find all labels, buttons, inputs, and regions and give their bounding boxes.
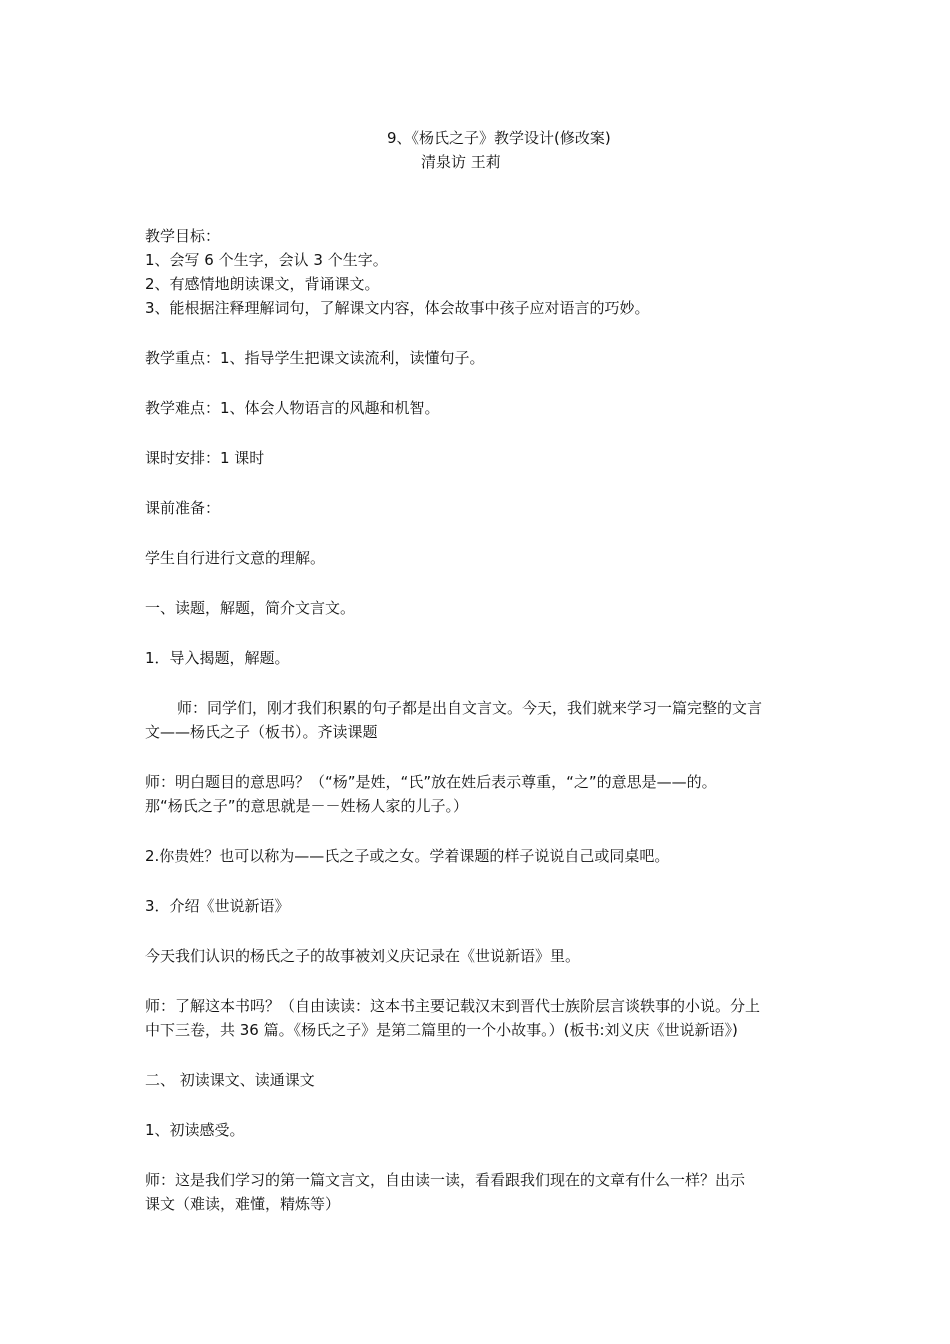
spacer [145, 1142, 810, 1168]
spacer [145, 968, 810, 994]
step-2-1-heading: 1、初读感受。 [145, 1121, 245, 1139]
objective-2: 2、有感情地朗读课文，背诵课文。 [145, 275, 380, 293]
step-2: 2.你贵姓？也可以称为——氏之子或之女。学着课题的样子说说自己或同桌吧。 [145, 847, 670, 865]
spacer [145, 670, 810, 696]
step-3-heading: 3．介绍《世说新语》 [145, 897, 290, 915]
teacher-paragraph-4-line-1: 师：这是我们学习的第一篇文言文，自由读一读，看看跟我们现在的文章有什么一样？出示 [145, 1171, 746, 1189]
preparation-heading: 课前准备： [145, 499, 221, 517]
teacher-paragraph-4-line-2: 课文（难读，难懂，精炼等） [145, 1195, 341, 1213]
section-1-heading: 一、读题，解题，简介文言文。 [145, 599, 356, 617]
spacer [145, 918, 810, 944]
spacer [145, 370, 810, 396]
spacer [145, 420, 810, 446]
teacher-paragraph-1-line-2: 文——杨氏之子（板书）。齐读课题 [145, 723, 378, 741]
teacher-paragraph-3-line-1: 师：了解这本书吗？（自由读读：这本书主要记载汉末到晋代士族阶层言谈轶事的小说。分上 [145, 997, 761, 1015]
step-1-heading: 1．导入揭题，解题。 [145, 649, 290, 667]
spacer [145, 470, 810, 496]
section-2-heading: 二、 初读课文、读通课文 [145, 1071, 315, 1089]
spacer [145, 320, 810, 346]
intro-text: 今天我们认识的杨氏之子的故事被刘义庆记录在《世说新语》里。 [145, 947, 581, 965]
objective-1: 1、会写 6 个生字，会认 3 个生字。 [145, 251, 388, 269]
document-author: 清泉访 王莉 [421, 153, 501, 171]
spacer [145, 818, 810, 844]
key-point: 教学重点：1、指导学生把课文读流利，读懂句子。 [145, 349, 485, 367]
teacher-paragraph-2-line-2: 那“杨氏之子”的意思就是－－姓杨人家的儿子。） [145, 797, 469, 815]
objective-3: 3、能根据注释理解词句，了解课文内容，体会故事中孩子应对语言的巧妙。 [145, 299, 650, 317]
spacer [145, 570, 810, 596]
preparation-text: 学生自行进行文意的理解。 [145, 549, 326, 567]
difficulty: 教学难点：1、体会人物语言的风趣和机智。 [145, 399, 440, 417]
teacher-paragraph-3-line-2: 中下三卷，共 36 篇。《杨氏之子》是第二篇里的一个小故事。）(板书:刘义庆《世说新语》) [145, 1021, 738, 1039]
spacer [145, 520, 810, 546]
spacer [145, 1092, 810, 1118]
spacer [145, 744, 810, 770]
schedule: 课时安排：1 课时 [145, 449, 265, 467]
document-title: 9、《杨氏之子》教学设计(修改案) [387, 129, 611, 147]
teacher-paragraph-1-line-1: 师：同学们，刚才我们积累的句子都是出自文言文。今天，我们就来学习一篇完整的文言 [177, 699, 763, 717]
spacer [145, 868, 810, 894]
spacer [145, 1042, 810, 1068]
spacer [145, 620, 810, 646]
document-body [145, 224, 810, 1216]
teacher-paragraph-2-line-1: 师：明白题目的意思吗？（“杨”是姓，“氏”放在姓后表示尊重，“之”的意思是——的。 [145, 773, 717, 791]
objectives-heading: 教学目标： [145, 227, 221, 245]
